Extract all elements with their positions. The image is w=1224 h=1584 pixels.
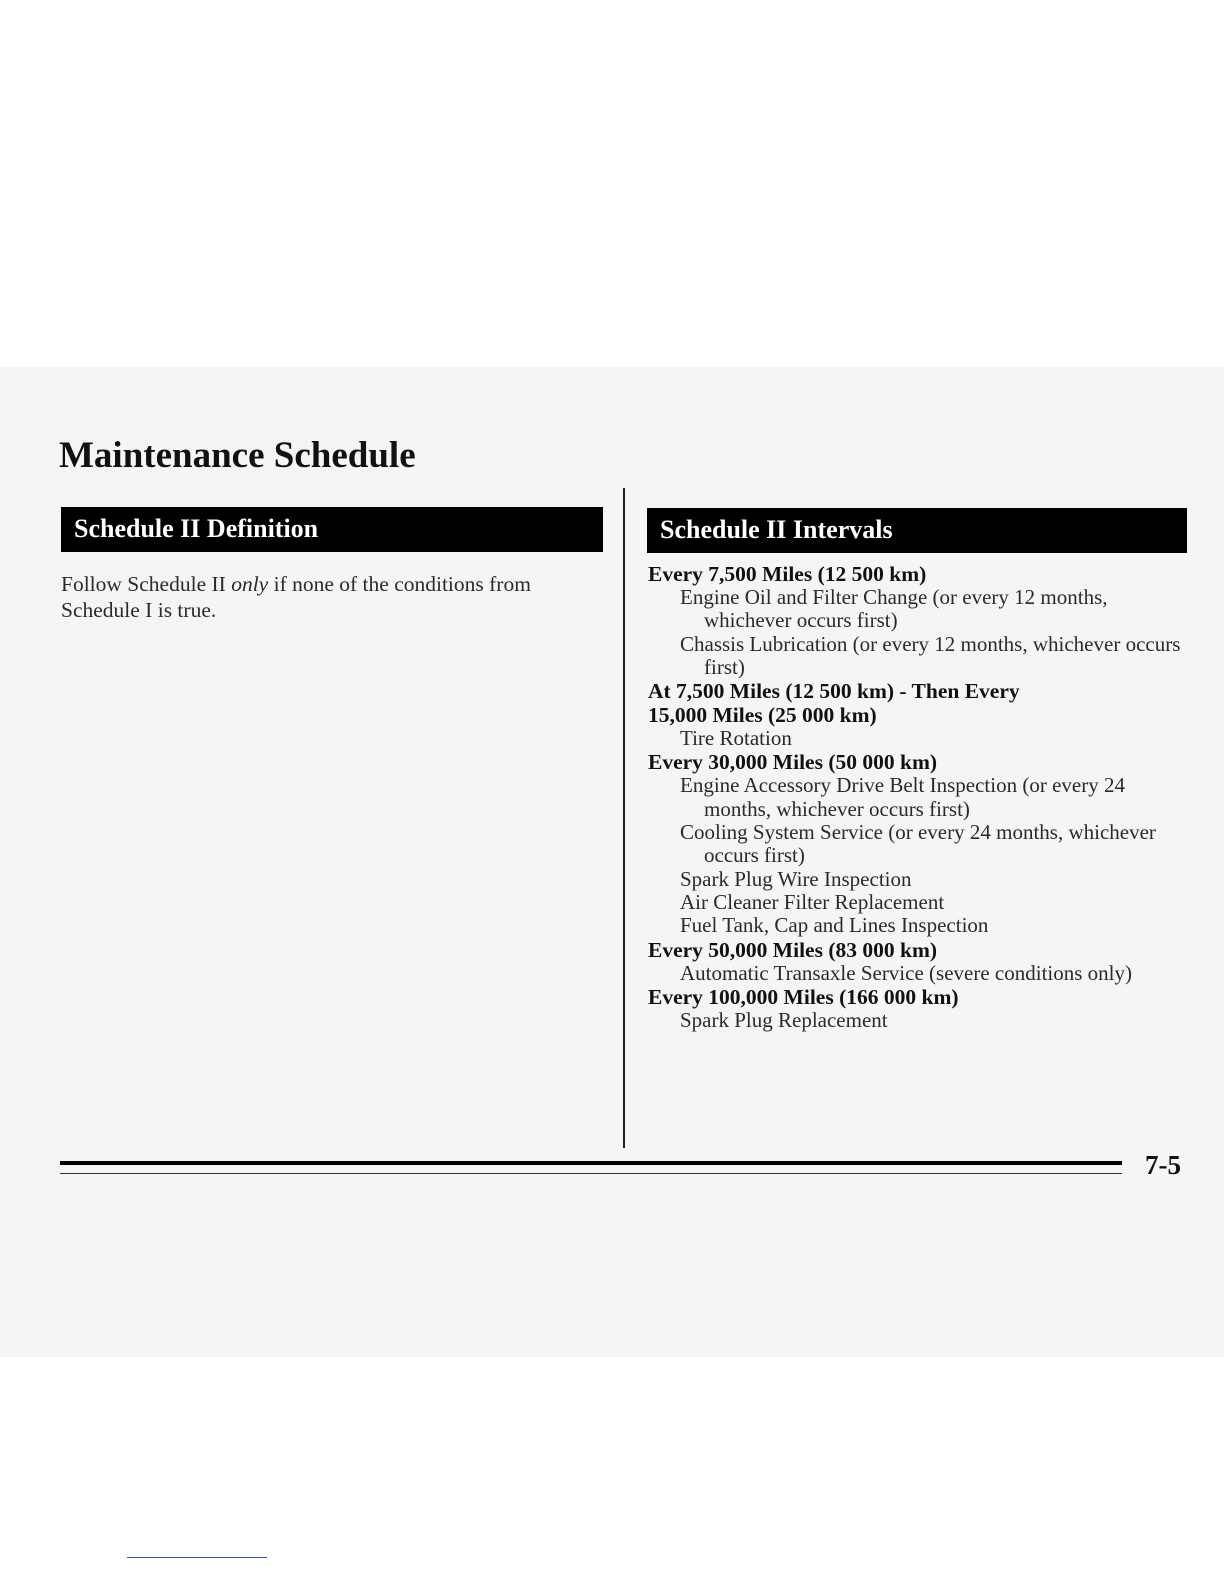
interval-heading: Every 100,000 Miles (166 000 km) [648,984,959,1009]
interval-heading: Every 50,000 Miles (83 000 km) [648,937,938,962]
interval-group [648,750,1193,937]
schedule-definition-heading: Schedule II Definition [61,507,603,552]
interval-heading: Every 30,000 Miles (50 000 km) [648,750,938,775]
page-number: 7-5 [1145,1150,1181,1180]
page-title: Maintenance Schedule [59,435,416,476]
bottom-link-underline [127,1557,267,1558]
interval-group [648,562,1193,679]
interval-heading: Every 7,500 Miles (12 500 km) [648,562,927,586]
interval-heading: At 7,500 Miles (12 500 km) - Then Every [648,679,1020,704]
interval-group [648,938,1193,985]
interval-item: Tire Rotation [680,726,792,751]
interval-heading-continued: 15,000 Miles (25 000 km) [648,703,877,728]
interval-group [648,679,1193,750]
intervals-list [648,562,1193,1032]
interval-item: Fuel Tank, Cap and Lines Inspection [680,913,989,938]
schedule-intervals-heading: Schedule II Intervals [647,508,1187,553]
schedule-definition-text [61,571,591,623]
footer-rule-thick [60,1161,1122,1165]
column-divider [623,488,625,1148]
interval-item: Automatic Transaxle Service (severe conditions only) [680,960,1132,985]
interval-item: Spark Plug Replacement [680,1007,888,1032]
interval-item: Chassis Lubrication (or every 12 months, whichever occurs first) [680,631,1181,679]
footer-rule-thin [60,1173,1122,1174]
interval-item: Spark Plug Wire Inspection [680,866,912,891]
definition-emphasis: only [231,572,269,596]
interval-item: Air Cleaner Filter Replacement [680,889,945,914]
interval-item: Cooling System Service (or every 24 months, whichever occurs first) [680,820,1156,868]
interval-item: Engine Accessory Drive Belt Inspection (or every 24 months, whichever occurs first) [680,773,1125,821]
interval-item: Engine Oil and Filter Change (or every 12 months, whichever occurs first) [680,585,1108,633]
definition-text-start: Follow Schedule II [61,572,232,596]
definition-text-end: if none of the conditions from Schedule I is true. [61,572,531,622]
interval-group [648,985,1193,1032]
